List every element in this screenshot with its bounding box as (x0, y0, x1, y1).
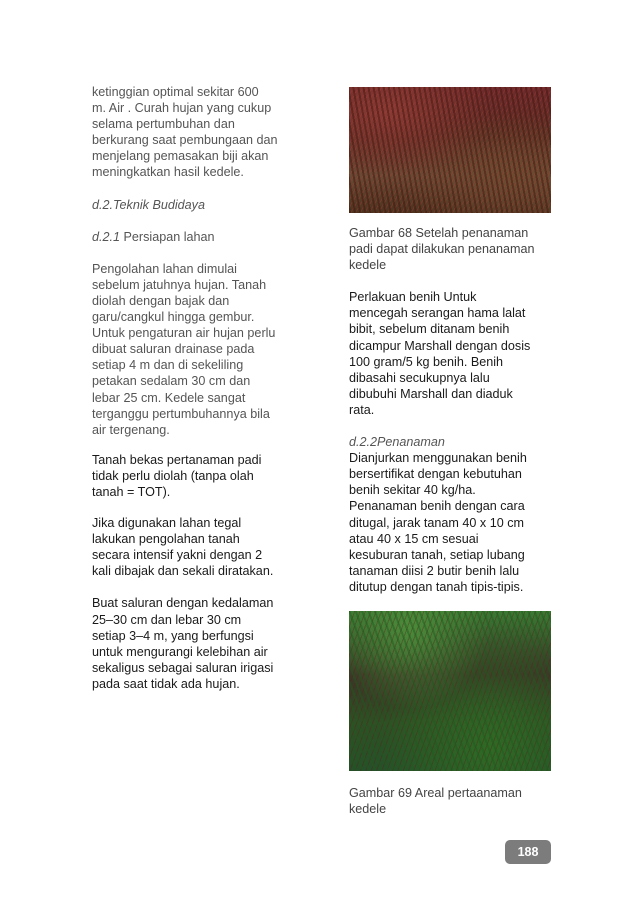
text-line: Pengolahan lahan dimulai (92, 261, 237, 276)
text-line: Dianjurkan menggunakan benih (349, 451, 527, 466)
caption-line: Gambar 68 Setelah penanaman (349, 226, 529, 240)
text-line: lebar 25 cm. Kedele sangat (92, 390, 246, 405)
text-line: garu/cangkul hingga gembur. (92, 310, 255, 325)
text-line: air tergenang. (92, 422, 170, 437)
text-line: dibuat saluran drainase pada (92, 342, 255, 357)
text-line: Penanaman benih dengan cara (349, 499, 525, 514)
page-number-badge: 188 (505, 840, 551, 864)
text-line: diolah dengan bajak dan (92, 293, 230, 308)
text-line: Buat saluran dengan kedalaman (92, 596, 274, 611)
text-line: selama pertumbuhan dan (92, 117, 235, 132)
drainage-channel-paragraph (92, 595, 314, 692)
text-line: sebelum jatuhnya hujan. Tanah (92, 277, 267, 292)
figure-68-caption (349, 225, 552, 273)
caption-line: kedele (349, 258, 387, 273)
text-line: bersertifikat dengan kebutuhan (349, 467, 522, 482)
caption-line: Gambar 69 Areal pertaanaman (349, 785, 522, 800)
text-line: tidak perlu diolah (tanpa olah (92, 468, 254, 483)
text-line: 25–30 cm dan lebar 30 cm (92, 612, 242, 627)
text-line: meningkatkan hasil kedele. (92, 165, 244, 180)
caption-line: kedele (349, 802, 387, 817)
text-line: Untuk pengaturan air hujan perlu (92, 326, 276, 341)
text-line: m. Air . Curah hujan yang cukup (92, 101, 272, 116)
intro-paragraph (92, 84, 314, 181)
text-line: Jika digunakan lahan tegal (92, 516, 242, 531)
seed-treatment-paragraph (349, 289, 552, 418)
text-line: pada saat tidak ada hujan. (92, 676, 240, 691)
text-line: sekaligus sebagai saluran irigasi (92, 660, 274, 675)
text-line: lakukan pengolahan tanah (92, 532, 240, 547)
text-line: ditutup dengan tanah tipis-tipis. (349, 579, 524, 594)
planting-heading: d.2.2Penanaman (349, 435, 445, 450)
planting-paragraph (349, 450, 552, 595)
caption-line: padi dapat dilakukan penanaman (349, 242, 535, 257)
text-line: tanaman diisi 2 butir benih lalu (349, 563, 520, 578)
text-line: menjelang pemasakan biji akan (92, 149, 269, 164)
text-line: 100 gram/5 kg benih. Benih (349, 354, 504, 369)
figure-69-photo (349, 611, 551, 771)
left-column (92, 84, 314, 692)
dry-field-paragraph (92, 515, 314, 579)
rice-field-paragraph (92, 452, 314, 500)
text-line: Tanah bekas pertanaman padi (92, 452, 262, 467)
text-line: bibit, sebelum ditanam benih (349, 322, 510, 337)
text-line: terganggu pertumbuhannya bila (92, 406, 270, 421)
text-line: rata. (349, 402, 375, 417)
text-line: secara intensif yakni dengan 2 (92, 548, 263, 563)
text-line: berkurang saat pembungaan dan (92, 133, 278, 148)
figure-68-photo (349, 87, 551, 213)
text-line: ketinggian optimal sekitar 600 (92, 85, 259, 99)
text-line: atau 40 x 15 cm sesuai (349, 531, 479, 546)
text-line: dibubuhi Marshall dan diaduk (349, 386, 513, 401)
text-line: ditugal, jarak tanam 40 x 10 cm (349, 515, 525, 530)
text-line: Perlakuan benih Untuk (349, 290, 477, 305)
text-line: kali dibajak dan sekali diratakan. (92, 564, 274, 579)
text-line: petakan sedalam 30 cm dan (92, 374, 251, 389)
text-line: kesuburan tanah, setiap lubang (349, 547, 525, 562)
section-heading: d.2.Teknik Budidaya (92, 197, 205, 212)
figure-69-caption (349, 785, 552, 817)
text-line: mencegah serangan hama lalat (349, 306, 526, 321)
subsection-number: d.2.1 (92, 229, 121, 244)
subsection-heading (92, 229, 314, 245)
text-line: tanah = TOT). (92, 484, 171, 499)
text-line: benih sekitar 40 kg/ha. (349, 483, 476, 498)
land-preparation-paragraph (92, 261, 314, 438)
text-line: dicampur Marshall dengan dosis (349, 338, 531, 353)
text-line: untuk mengurangi kelebihan air (92, 644, 268, 659)
text-line: setiap 3–4 m, yang berfungsi (92, 628, 254, 643)
text-line: setiap 4 m dan di sekeliling (92, 358, 244, 373)
text-line: dibasahi secukupnya lalu (349, 370, 490, 385)
right-column (349, 84, 552, 817)
subsection-title: Persiapan lahan (120, 229, 215, 244)
